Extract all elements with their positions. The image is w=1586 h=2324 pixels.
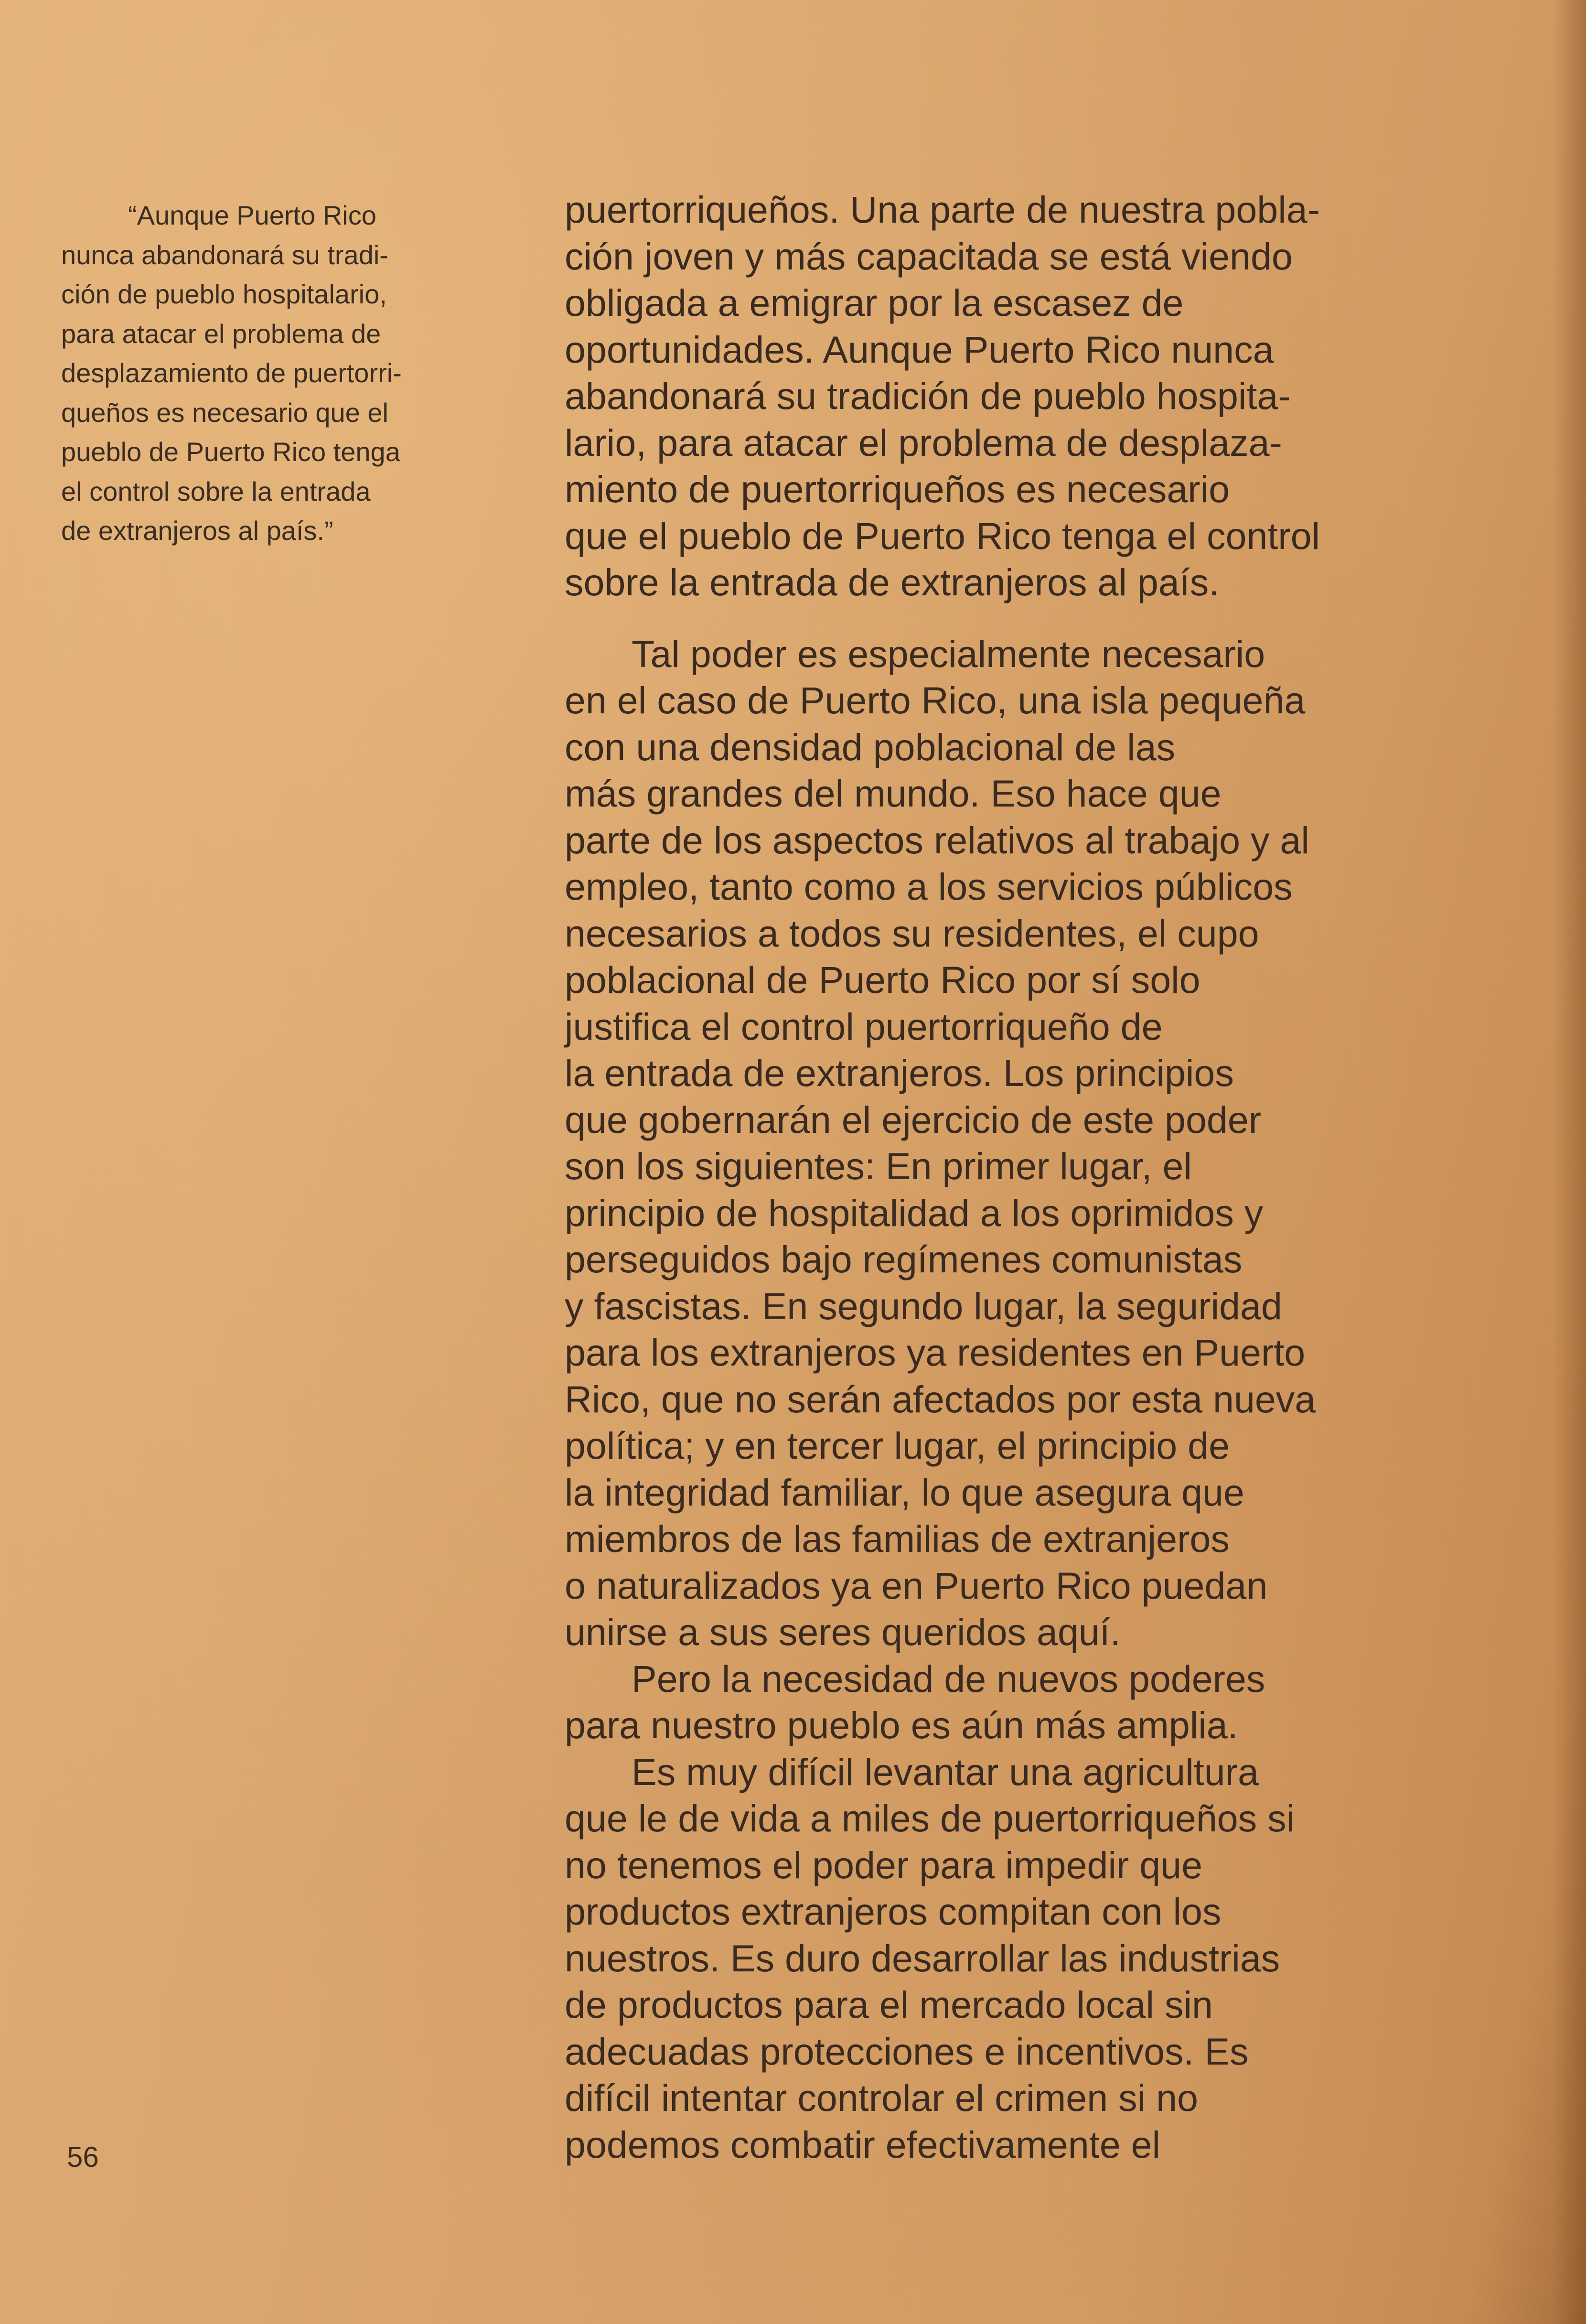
body-line: con una densidad poblacional de las <box>565 725 1176 768</box>
body-line: perseguidos bajo regímenes comunistas <box>565 1238 1243 1280</box>
body-line: sobre la entrada de extranjeros al país. <box>565 561 1220 603</box>
body-line: abandonará su tradición de pueblo hospita- <box>565 375 1291 417</box>
pull-quote-line: nunca abandonará su tradi- <box>61 239 388 270</box>
body-line: nuestros. Es duro desarrollar las industrias <box>565 1937 1280 1980</box>
pull-quote-line: el control sobre la entrada <box>61 476 371 506</box>
paragraph-4 <box>565 1749 1420 2168</box>
pull-quote <box>61 196 505 551</box>
body-line: productos extranjeros compitan con los <box>565 1890 1222 1933</box>
body-line: Rico, que no serán afectados por esta nueva <box>565 1377 1316 1420</box>
pull-quote-text <box>61 196 505 551</box>
body-line: la integridad familiar, lo que asegura que <box>565 1471 1244 1514</box>
body-line: miembros de las familias de extranjeros <box>565 1517 1230 1560</box>
body-line: la entrada de extranjeros. Los principios <box>565 1052 1234 1094</box>
body-line: difícil intentar controlar el crimen si no <box>565 2077 1198 2119</box>
body-line: necesarios a todos su residentes, el cupo <box>565 912 1259 955</box>
body-line: Pero la necesidad de nuevos poderes <box>632 1657 1265 1700</box>
body-line: en el caso de Puerto Rico, una isla pequeña <box>565 679 1306 721</box>
body-line: son los siguientes: En primer lugar, el <box>565 1145 1192 1187</box>
pull-quote-line: queños es necesario que el <box>61 397 388 428</box>
body-line: podemos combatir efectivamente el <box>565 2123 1161 2166</box>
page-number: 56 <box>67 2141 99 2173</box>
body-line: para nuestro pueblo es aún más amplia. <box>565 1704 1238 1746</box>
body-line: para los extranjeros ya residentes en Puerto <box>565 1331 1306 1374</box>
pull-quote-line: para atacar el problema de <box>61 318 381 349</box>
body-line: oportunidades. Aunque Puerto Rico nunca <box>565 328 1274 371</box>
body-line: Es muy difícil levantar una agricultura <box>632 1750 1259 1793</box>
pull-quote-line: “Aunque Puerto Rico <box>128 200 376 230</box>
main-text-column <box>565 186 1420 2168</box>
body-line: parte de los aspectos relativos al trabajo y al <box>565 818 1309 861</box>
body-line: unirse a sus seres queridos aquí. <box>565 1611 1121 1653</box>
body-line: política; y en tercer lugar, el principio de <box>565 1424 1230 1467</box>
pull-quote-line: pueblo de Puerto Rico tenga <box>61 437 400 467</box>
body-line: no tenemos el poder para impedir que <box>565 1843 1203 1886</box>
body-line: poblacional de Puerto Rico por sí solo <box>565 958 1200 1001</box>
pull-quote-line: desplazamiento de puertorri- <box>61 358 402 388</box>
body-line: que el pueblo de Puerto Rico tenga el control <box>565 514 1320 557</box>
paragraph-2 <box>565 631 1420 1656</box>
paragraph-3 <box>565 1656 1420 1749</box>
body-line: miento de puertorriqueños es necesario <box>565 468 1230 510</box>
body-line: que gobernarán el ejercicio de este poder <box>565 1098 1262 1141</box>
pull-quote-line: de extranjeros al país.” <box>61 516 333 546</box>
body-line: puertorriqueños. Una parte de nuestra pobla- <box>565 188 1320 231</box>
paragraph-gap <box>565 606 1420 631</box>
body-line: principio de hospitalidad a los oprimidos y <box>565 1191 1264 1234</box>
body-line: de productos para el mercado local sin <box>565 1983 1213 2026</box>
body-line: y fascistas. En segundo lugar, la seguridad <box>565 1284 1282 1327</box>
body-line: empleo, tanto como a los servicios públicos <box>565 865 1293 908</box>
body-line: Tal poder es especialmente necesario <box>632 632 1265 675</box>
body-line: ción joven y más capacitada se está viendo <box>565 235 1293 278</box>
pull-quote-line: ción de pueblo hospitalario, <box>61 279 387 309</box>
body-line: que le de vida a miles de puertorriqueños si <box>565 1797 1295 1840</box>
body-line: o naturalizados ya en Puerto Rico puedan <box>565 1564 1268 1607</box>
body-line: justifica el control puertorriqueño de <box>565 1005 1163 1048</box>
body-line: adecuadas protecciones e incentivos. Es <box>565 2030 1249 2073</box>
body-line: más grandes del mundo. Eso hace que <box>565 772 1222 815</box>
body-line: obligada a emigrar por la escasez de <box>565 281 1184 324</box>
body-line: lario, para atacar el problema de desplaza- <box>565 421 1282 464</box>
page-edge-shadow <box>1553 0 1586 2324</box>
paragraph-1 <box>565 186 1420 606</box>
